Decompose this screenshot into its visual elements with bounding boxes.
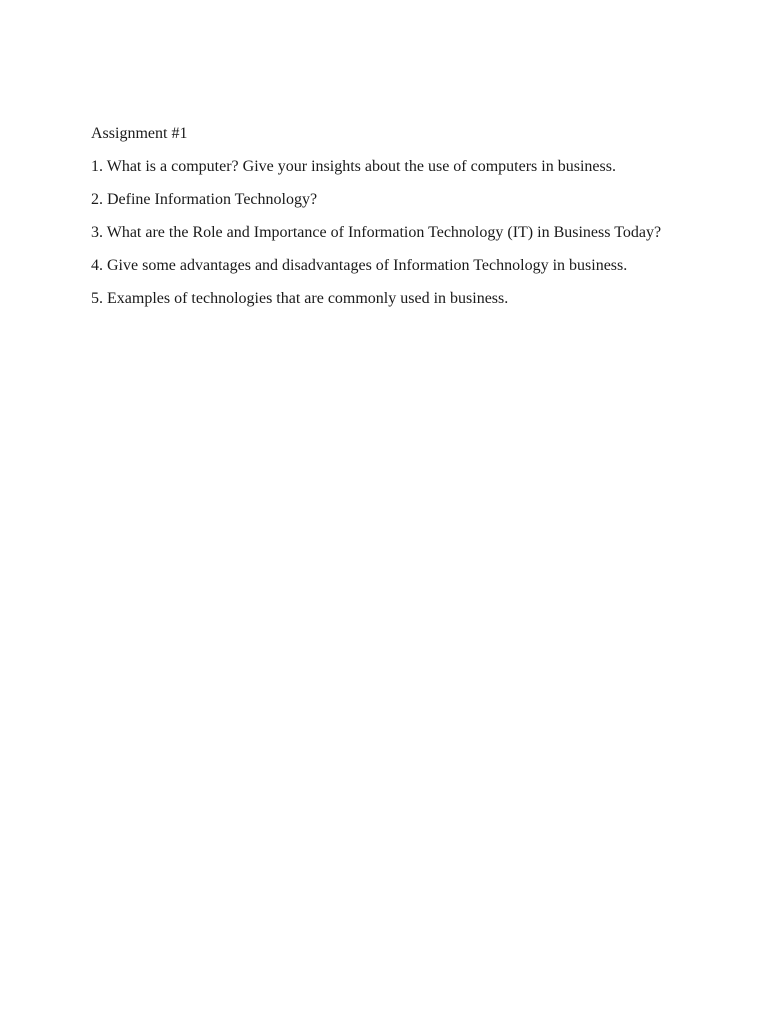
question-1: 1. What is a computer? Give your insights about the use of computers in business. xyxy=(91,158,616,175)
assignment-heading: Assignment #1 xyxy=(91,125,188,142)
question-5: 5. Examples of technologies that are commonly used in business. xyxy=(91,290,509,307)
question-3: 3. What are the Role and Importance of Information Technology (IT) in Business Today? xyxy=(91,224,662,241)
question-2: 2. Define Information Technology? xyxy=(91,191,318,208)
document-body xyxy=(91,123,677,321)
question-4: 4. Give some advantages and disadvantages of Information Technology in business. xyxy=(91,257,628,274)
